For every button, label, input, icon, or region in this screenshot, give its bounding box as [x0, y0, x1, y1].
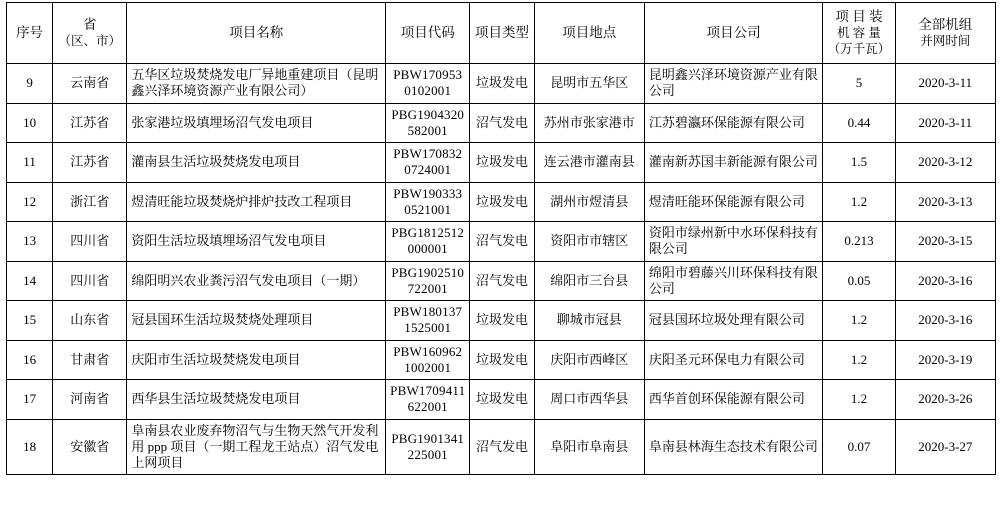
- cell-no: 12: [7, 182, 53, 222]
- cell-grid-time: 2020-3-26: [895, 380, 995, 420]
- cell-place: 连云港市灌南县: [534, 143, 644, 183]
- cell-company: 西华首创环保能源有限公司: [644, 380, 823, 420]
- column-header-grid-time-line2: 并网时间: [920, 33, 971, 48]
- cell-place: 绵阳市三台县: [534, 261, 644, 301]
- cell-province: 云南省: [53, 64, 127, 104]
- column-header-place-label: 项目地点: [562, 24, 617, 40]
- cell-name: 资阳生活垃圾填埋场沼气发电项目: [127, 222, 386, 262]
- column-header-name: [127, 3, 386, 64]
- column-header-type-label: 项目类型: [474, 24, 529, 40]
- cell-company: 绵阳市碧藤兴川环保科技有限公司: [644, 261, 823, 301]
- cell-capacity: 1.5: [823, 143, 895, 183]
- table-header: [7, 3, 996, 64]
- header-row: [7, 3, 996, 64]
- cell-province: 甘肃省: [53, 340, 127, 380]
- cell-capacity: 0.213: [823, 222, 895, 262]
- column-header-company-label: 项目公司: [706, 24, 761, 40]
- cell-grid-time: 2020-3-11: [895, 64, 995, 104]
- cell-province: 河南省: [53, 380, 127, 420]
- cell-code: PBG1904320582001: [386, 103, 470, 143]
- column-header-capacity-line2: 机 容 量: [837, 25, 881, 40]
- cell-grid-time: 2020-3-15: [895, 222, 995, 262]
- cell-company: 庆阳圣元环保电力有限公司: [644, 340, 823, 380]
- cell-name: 煜清旺能垃圾焚烧炉排炉技改工程项目: [127, 182, 386, 222]
- cell-name: 五华区垃圾焚烧发电厂异地重建项目（昆明鑫兴泽环境资源产业有限公司）: [127, 64, 386, 104]
- cell-code: PBG1902510722001: [386, 261, 470, 301]
- cell-place: 湖州市煜清县: [534, 182, 644, 222]
- cell-type: 垃圾发电: [470, 340, 534, 380]
- cell-company: 阜南县林海生态技术有限公司: [644, 419, 823, 475]
- column-header-province-label-line1: 省: [82, 16, 97, 32]
- cell-place: 聊城市冠县: [534, 301, 644, 341]
- cell-province: 四川省: [53, 261, 127, 301]
- cell-capacity: 1.2: [823, 380, 895, 420]
- cell-province: 江苏省: [53, 103, 127, 143]
- cell-type: 垃圾发电: [470, 182, 534, 222]
- cell-capacity: 0.07: [823, 419, 895, 475]
- cell-no: 16: [7, 340, 53, 380]
- cell-place: 昆明市五华区: [534, 64, 644, 104]
- cell-grid-time: 2020-3-16: [895, 261, 995, 301]
- cell-province: 四川省: [53, 222, 127, 262]
- cell-type: 沼气发电: [470, 103, 534, 143]
- cell-no: 9: [7, 64, 53, 104]
- cell-capacity: 5: [823, 64, 895, 104]
- cell-no: 18: [7, 419, 53, 475]
- cell-grid-time: 2020-3-12: [895, 143, 995, 183]
- cell-code: PBW1609621002001: [386, 340, 470, 380]
- cell-name: 张家港垃圾填埋场沼气发电项目: [127, 103, 386, 143]
- column-header-company: [644, 3, 823, 64]
- table-row: [7, 419, 996, 475]
- cell-name: 冠县国环生活垃圾焚烧处理项目: [127, 301, 386, 341]
- cell-type: 垃圾发电: [470, 64, 534, 104]
- cell-place: 苏州市张家港市: [534, 103, 644, 143]
- cell-place: 庆阳市西峰区: [534, 340, 644, 380]
- table-row: [7, 182, 996, 222]
- cell-name: 阜南县农业废弃物沼气与生物天然气开发利用 ppp 项目（一期工程龙王站点）沼气发电上网项目: [127, 419, 386, 475]
- cell-company: 煜清旺能环保能源有限公司: [644, 182, 823, 222]
- cell-place: 周口市西华县: [534, 380, 644, 420]
- cell-code: PBG1901341225001: [386, 419, 470, 475]
- cell-company: 资阳市绿州新中水环保科技有限公司: [644, 222, 823, 262]
- cell-type: 垃圾发电: [470, 380, 534, 420]
- table-row: [7, 261, 996, 301]
- cell-province: 安徽省: [53, 419, 127, 475]
- column-header-no: [7, 3, 53, 64]
- cell-grid-time: 2020-3-13: [895, 182, 995, 222]
- cell-name: 庆阳市生活垃圾焚烧发电项目: [127, 340, 386, 380]
- cell-capacity: 1.2: [823, 340, 895, 380]
- cell-capacity: 1.2: [823, 301, 895, 341]
- cell-province: 山东省: [53, 301, 127, 341]
- cell-grid-time: 2020-3-27: [895, 419, 995, 475]
- cell-code: PBW1708320724001: [386, 143, 470, 183]
- cell-company: 昆明鑫兴泽环境资源产业有限公司: [644, 64, 823, 104]
- table-body: [7, 64, 996, 475]
- cell-grid-time: 2020-3-16: [895, 301, 995, 341]
- cell-grid-time: 2020-3-11: [895, 103, 995, 143]
- column-header-place: [534, 3, 644, 64]
- cell-company: 灌南新苏国丰新能源有限公司: [644, 143, 823, 183]
- cell-name: 绵阳明兴农业粪污沼气发电项目（一期）: [127, 261, 386, 301]
- cell-no: 11: [7, 143, 53, 183]
- column-header-name-label: 项目名称: [229, 24, 284, 40]
- cell-code: PBW1709530102001: [386, 64, 470, 104]
- table-row: [7, 301, 996, 341]
- column-header-province: [53, 3, 127, 64]
- column-header-code-label: 项目代码: [400, 24, 455, 40]
- cell-type: 垃圾发电: [470, 143, 534, 183]
- column-header-capacity-line3: （万千瓦）: [827, 41, 891, 56]
- cell-code: PBW1903330521001: [386, 182, 470, 222]
- column-header-no-label: 序号: [16, 24, 44, 40]
- table-row: [7, 64, 996, 104]
- table-row: [7, 340, 996, 380]
- cell-code: PBG1812512000001: [386, 222, 470, 262]
- cell-province: 浙江省: [53, 182, 127, 222]
- cell-no: 13: [7, 222, 53, 262]
- cell-province: 江苏省: [53, 143, 127, 183]
- cell-no: 17: [7, 380, 53, 420]
- cell-place: 资阳市市辖区: [534, 222, 644, 262]
- cell-company: 冠县国环垃圾处理有限公司: [644, 301, 823, 341]
- cell-type: 沼气发电: [470, 222, 534, 262]
- cell-capacity: 1.2: [823, 182, 895, 222]
- cell-type: 沼气发电: [470, 419, 534, 475]
- cell-type: 垃圾发电: [470, 301, 534, 341]
- table-row: [7, 222, 996, 262]
- cell-grid-time: 2020-3-19: [895, 340, 995, 380]
- column-header-province-label-line2: （区、市）: [58, 33, 121, 48]
- column-header-grid-time-line1: 全部机组: [918, 16, 973, 32]
- cell-type: 沼气发电: [470, 261, 534, 301]
- table-row: [7, 380, 996, 420]
- column-header-capacity: [823, 3, 895, 64]
- cell-capacity: 0.44: [823, 103, 895, 143]
- project-table: [6, 2, 996, 475]
- cell-no: 10: [7, 103, 53, 143]
- column-header-grid-time: [895, 3, 995, 64]
- cell-name: 灌南县生活垃圾焚烧发电项目: [127, 143, 386, 183]
- cell-name: 西华县生活垃圾焚烧发电项目: [127, 380, 386, 420]
- cell-no: 15: [7, 301, 53, 341]
- column-header-code: [386, 3, 470, 64]
- column-header-type: [470, 3, 534, 64]
- cell-code: PBW1801371525001: [386, 301, 470, 341]
- table-row: [7, 103, 996, 143]
- cell-code: PBW1709411622001: [386, 380, 470, 420]
- table-row: [7, 143, 996, 183]
- column-header-capacity-line1: 项 目 装: [835, 9, 883, 24]
- cell-capacity: 0.05: [823, 261, 895, 301]
- cell-place: 阜阳市阜南县: [534, 419, 644, 475]
- cell-no: 14: [7, 261, 53, 301]
- cell-company: 江苏碧瀛环保能源有限公司: [644, 103, 823, 143]
